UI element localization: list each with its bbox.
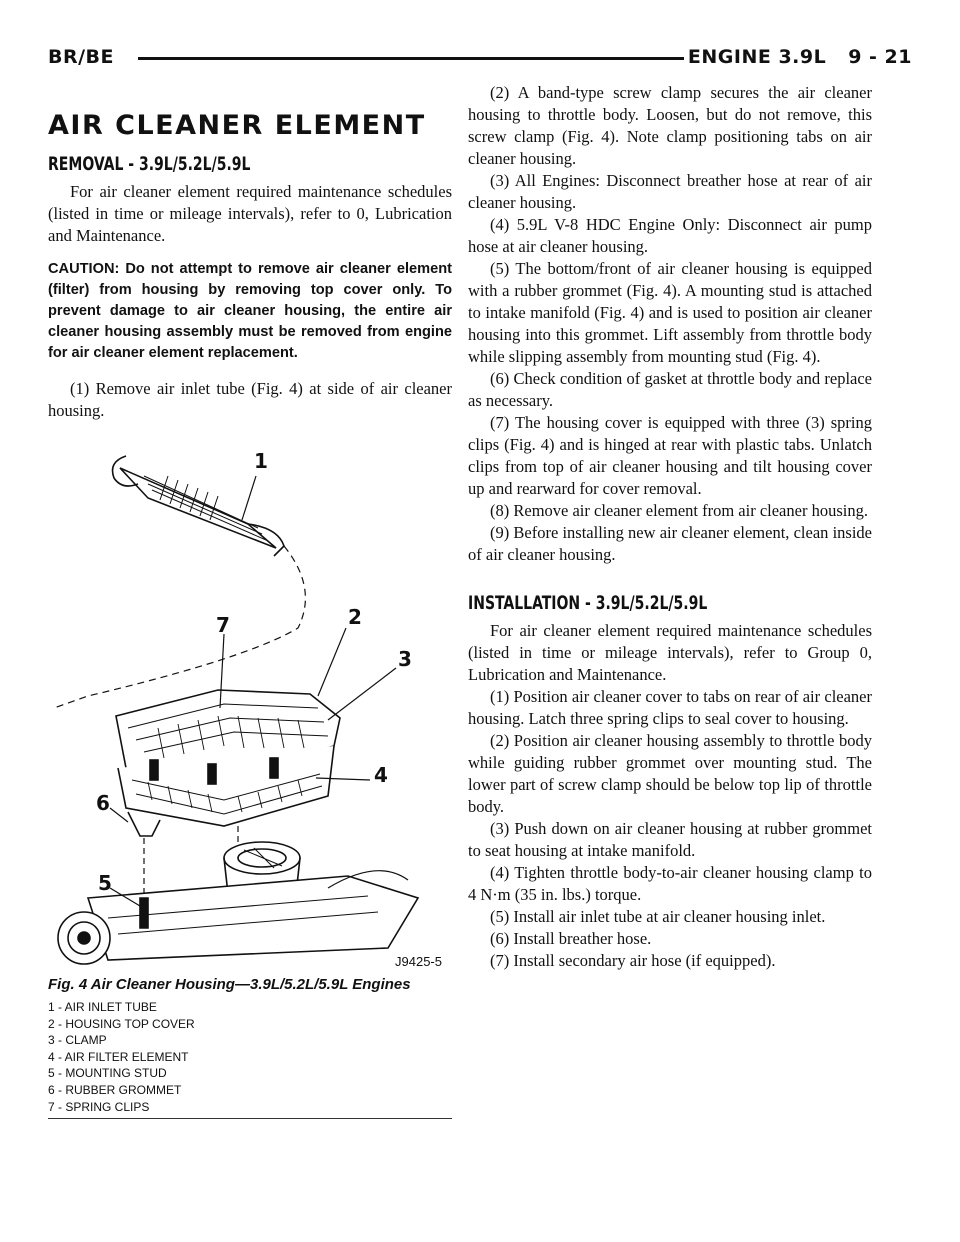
removal-intro: For air cleaner element required maintenance schedules (listed in time or mileage intervals), refer to 0, Lubrication and Maintenance. — [48, 182, 452, 245]
installation-step: (2) Position air cleaner housing assembly to throttle body while guiding rubber grommet over mounting stud. The lower part of screw clamp should be below top lip of throttle body. — [468, 731, 872, 816]
legend-rule — [48, 1118, 452, 1119]
header-rule — [138, 57, 684, 60]
right-column — [468, 82, 872, 972]
installation-step: (1) Position air cleaner cover to tabs on rear of air cleaner housing. Latch three spring clips to seal cover to housing. — [468, 687, 872, 728]
callout-4: 4 — [374, 763, 388, 787]
installation-intro: For air cleaner element required maintenance schedules (listed in time or mileage intervals), refer to Group 0, Lubrication and Maintenance. — [468, 621, 872, 684]
removal-step: (6) Check condition of gasket at throttle body and replace as necessary. — [468, 369, 872, 410]
installation-step: (5) Install air inlet tube at air cleaner housing inlet. — [490, 907, 826, 926]
removal-step: (5) The bottom/front of air cleaner housing is equipped with a rubber grommet (Fig. 4). A mounting stud is attached to intake manifold (Fig. 4) and is used to position air cleaner housing into this grommet. Lift assembly from throttle body while slipping assembly from mounting stud (Fig. 4). — [468, 259, 872, 366]
figure-code: J9425-5 — [395, 954, 442, 969]
callout-3: 3 — [398, 647, 412, 671]
header-section-title: ENGINE 3.9L — [687, 46, 827, 68]
air-cleaner-figure — [48, 428, 452, 968]
callout-6: 6 — [96, 791, 110, 815]
legend-item: 7 - SPRING CLIPS — [48, 1099, 150, 1114]
caution-note: CAUTION: Do not attempt to remove air cleaner element (filter) from housing by removing top cover only. To prevent damage to air cleaner housing, the entire air cleaner housing assembly must be removed from engine for air cleaner element replacement. — [48, 261, 452, 361]
section-title: AIR CLEANER ELEMENT — [48, 110, 426, 141]
legend-item: 4 - AIR FILTER ELEMENT — [48, 1049, 189, 1064]
removal-step: (2) A band-type screw clamp secures the air cleaner housing to throttle body. Loosen, but do not remove, this screw clamp (Fig. 4). Note clamp positioning tabs on air cleaner housing. — [468, 83, 872, 168]
legend-item: 5 - MOUNTING STUD — [48, 1066, 167, 1081]
figure-caption: Fig. 4 Air Cleaner Housing—3.9L/5.2L/5.9L Engines — [48, 976, 411, 993]
removal-step: (9) Before installing new air cleaner element, clean inside of air cleaner housing. — [468, 523, 872, 564]
header-manual-code: BR/BE — [48, 46, 115, 68]
installation-step: (7) Install secondary air hose (if equipped). — [490, 951, 776, 970]
removal-step: (7) The housing cover is equipped with three (3) spring clips (Fig. 4) and is hinged at rear with plastic tabs. Unlatch clips from top of air cleaner housing and tilt housing cover up and rearward for cover removal. — [468, 413, 872, 498]
removal-step: (4) 5.9L V-8 HDC Engine Only: Disconnect air pump hose at air cleaner housing. — [468, 215, 872, 256]
callout-7: 7 — [216, 613, 230, 637]
callout-5: 5 — [98, 871, 112, 895]
removal-step-1: (1) Remove air inlet tube (Fig. 4) at side of air cleaner housing. — [48, 379, 452, 420]
left-column — [48, 84, 452, 1119]
removal-step: (3) All Engines: Disconnect breather hose at rear of air cleaner housing. — [468, 171, 872, 212]
installation-step: (3) Push down on air cleaner housing at rubber grommet to seat housing at intake manifold. — [468, 819, 872, 860]
installation-step: (4) Tighten throttle body-to-air cleaner housing clamp to 4 N·m (35 in. lbs.) torque. — [468, 863, 872, 904]
figure-legend — [48, 999, 452, 1115]
header-right — [688, 46, 912, 68]
page-number: 9 - 21 — [848, 46, 912, 68]
installation-title: INSTALLATION - 3.9L/5.2L/5.9L — [468, 592, 708, 614]
removal-step: (8) Remove air cleaner element from air cleaner housing. — [490, 501, 868, 520]
legend-item: 2 - HOUSING TOP COVER — [48, 1016, 195, 1031]
callout-2: 2 — [348, 605, 362, 629]
removal-title: REMOVAL - 3.9L/5.2L/5.9L — [48, 153, 251, 175]
legend-item: 3 - CLAMP — [48, 1033, 107, 1048]
installation-step: (6) Install breather hose. — [490, 929, 652, 948]
legend-item: 1 - AIR INLET TUBE — [48, 1000, 157, 1014]
callout-1: 1 — [254, 449, 268, 473]
air-cleaner-illustration — [48, 428, 452, 968]
legend-item: 6 - RUBBER GROMMET — [48, 1082, 182, 1097]
